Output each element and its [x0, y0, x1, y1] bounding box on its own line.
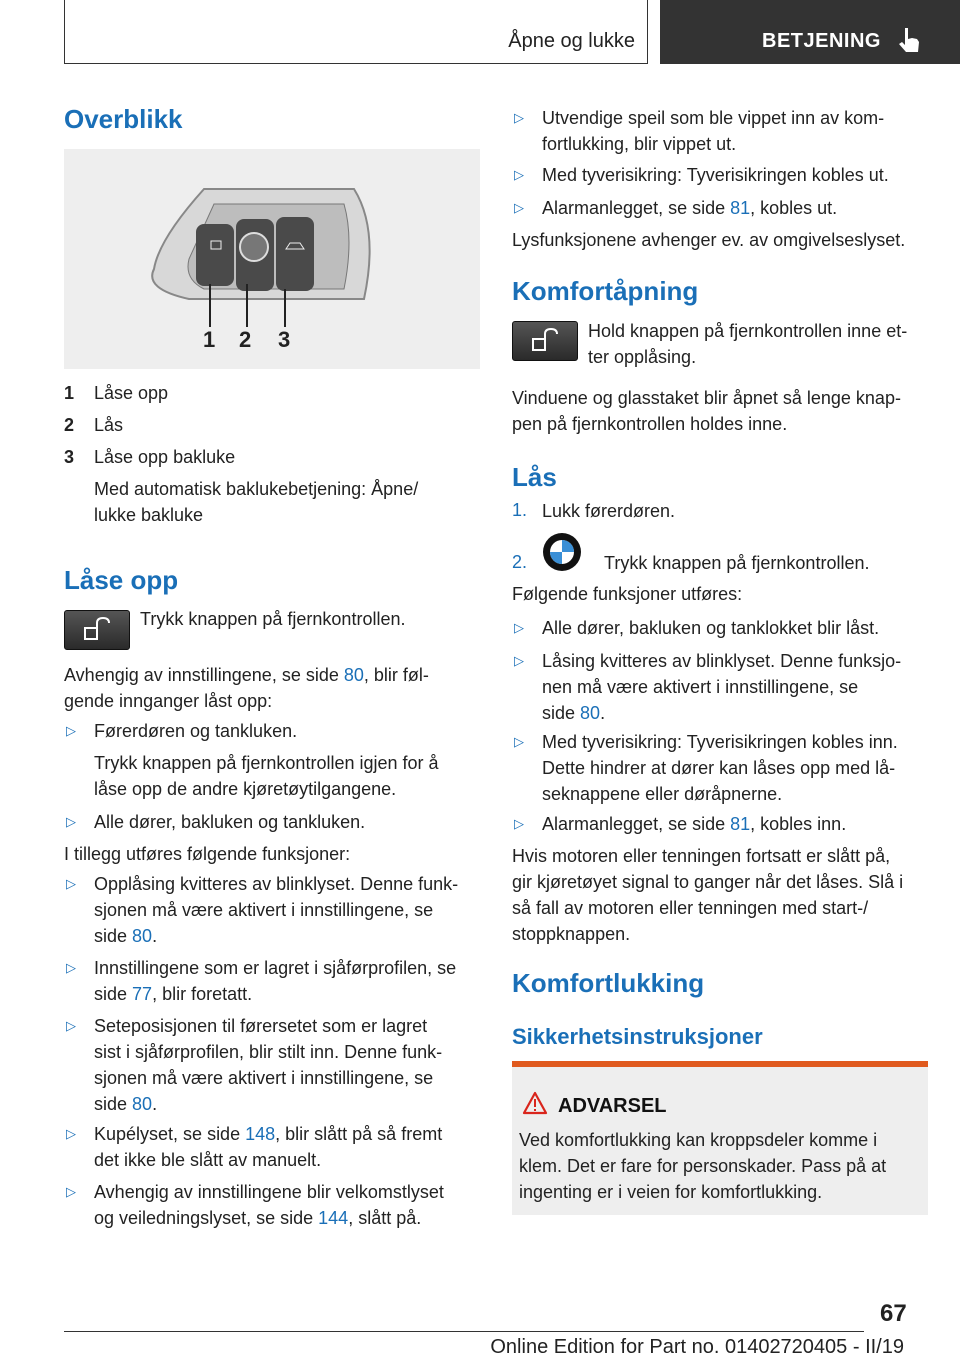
- bullet-text: Låsing kvitteres av blinklyset. Denne funksjo-: [542, 651, 902, 671]
- paragraph-line: Vinduene og glasstaket blir åpnet så lenge knap-: [512, 388, 901, 408]
- remote-key-figure: [64, 149, 480, 369]
- bullet-triangle-icon: ▷: [66, 960, 76, 975]
- page-link[interactable]: 81: [730, 198, 751, 218]
- step-number: 2.: [512, 552, 528, 572]
- figure-label-1: 1: [203, 327, 216, 352]
- lock-heading: Lås: [512, 462, 557, 492]
- bullet-triangle-icon: ▷: [514, 734, 524, 749]
- text-run: .: [152, 1094, 158, 1114]
- bullet-text: [542, 700, 605, 726]
- paragraph-line: Hold knappen på fjernkontrollen inne et-: [588, 321, 908, 341]
- bullet-text: sjonen må være aktivert i innstillingene, se: [94, 1068, 434, 1088]
- page-link[interactable]: 80: [132, 1094, 153, 1114]
- bullet-text: sist i sjåførprofilen, blir stilt inn. Denne funk-: [94, 1042, 443, 1062]
- safety-subheading: Sikkerhetsinstruksjoner: [512, 1024, 763, 1049]
- legend-number: 1: [64, 383, 75, 403]
- text-run: .: [600, 703, 606, 723]
- bullet-text: [94, 923, 157, 949]
- bullet-text: [94, 1205, 421, 1231]
- bullet-text: Førerdøren og tankluken.: [94, 721, 298, 741]
- unlock-heading: Låse opp: [64, 565, 179, 595]
- text-run: Kupélyset, se side: [94, 1124, 246, 1144]
- comfort-close-heading: Komfortlukking: [512, 968, 705, 998]
- legend-note: Med automatisk baklukebetjening: Åpne/: [94, 479, 419, 499]
- paragraph-line: Følgende funksjoner utføres:: [512, 584, 743, 604]
- bullet-text: [94, 981, 252, 1007]
- warning-text: klem. Det er fare for personskader. Pass på at: [519, 1156, 887, 1176]
- bullet-triangle-icon: ▷: [514, 167, 524, 182]
- bullet-triangle-icon: ▷: [514, 816, 524, 831]
- header-chapter-title: BETJENING: [762, 30, 881, 52]
- bullet-text: nen må være aktivert i innstillingene, se: [542, 677, 859, 697]
- bullet-triangle-icon: ▷: [514, 200, 524, 215]
- text-run: side: [542, 703, 581, 723]
- bullet-triangle-icon: ▷: [514, 653, 524, 668]
- text-run: side: [94, 926, 133, 946]
- text-run: side: [94, 1094, 133, 1114]
- bullet-text: Med tyverisikring: Tyverisikringen kobles ut.: [542, 165, 889, 185]
- footer-divider: [64, 1331, 864, 1332]
- bullet-text: det ikke ble slått av manuelt.: [94, 1150, 322, 1170]
- step-text: Lukk førerdøren.: [542, 501, 676, 521]
- warning-text: Ved komfortlukking kan kroppsdeler komme i: [519, 1130, 878, 1150]
- paragraph-line: Lysfunksjonene avhenger ev. av omgivelseslyset.: [512, 230, 906, 250]
- legend-number: 2: [64, 415, 75, 435]
- bmw-logo-icon: [542, 532, 582, 572]
- legend-text: Låse opp: [94, 383, 169, 403]
- bullet-triangle-icon: ▷: [514, 110, 524, 125]
- paragraph-line: stoppknappen.: [512, 924, 631, 944]
- warning-text: ingenting er i veien for komfortlukking.: [519, 1182, 823, 1202]
- unlock-button-icon: [64, 610, 130, 650]
- header-chapter-box: [660, 0, 960, 64]
- bullet-triangle-icon: ▷: [66, 723, 76, 738]
- bullet-text: [542, 811, 846, 837]
- text-run: , slått på.: [348, 1208, 422, 1228]
- text-run: Alarmanlegget, se side: [542, 814, 731, 834]
- bullet-text: fortlukking, blir vippet ut.: [542, 134, 737, 154]
- unlock-instruction: Trykk knappen på fjernkontrollen.: [140, 609, 406, 629]
- bullet-triangle-icon: ▷: [514, 620, 524, 635]
- hand-pointer-icon: [896, 26, 922, 56]
- bullet-triangle-icon: ▷: [66, 1184, 76, 1199]
- bullet-text: Med tyverisikring: Tyverisikringen kobles inn.: [542, 732, 898, 752]
- paragraph-line: gir kjøretøyet signal to ganger når det låses. Slå i: [512, 872, 904, 892]
- legend-number: 3: [64, 447, 75, 467]
- overview-heading: Overblikk: [64, 104, 183, 134]
- paragraph-line: gende innganger låst opp:: [64, 691, 273, 711]
- bullet-text: Alle dører, bakluken og tankluken.: [94, 812, 366, 832]
- paragraph-line: Hvis motoren eller tenningen fortsatt er slått på,: [512, 846, 891, 866]
- page-link[interactable]: 80: [343, 665, 364, 685]
- step-number: 1.: [512, 500, 528, 520]
- text-run: , kobles ut.: [750, 198, 838, 218]
- warning-title: ADVARSEL: [558, 1095, 667, 1117]
- legend-note: lukke bakluke: [94, 505, 204, 525]
- page-link[interactable]: 148: [245, 1124, 276, 1144]
- bullet-subtext: Trykk knappen på fjernkontrollen igjen for å: [94, 753, 439, 773]
- text-run: og veiledningslyset, se side: [94, 1208, 319, 1228]
- unlock-button-icon: [512, 321, 578, 361]
- bullet-text: [94, 1091, 157, 1117]
- bullet-text: Innstillingene som er lagret i sjåførprofilen, se: [94, 958, 457, 978]
- bullet-triangle-icon: ▷: [66, 1126, 76, 1141]
- text-run: Alarmanlegget, se side: [542, 198, 731, 218]
- bullet-text: sjonen må være aktivert i innstillingene, se: [94, 900, 434, 920]
- figure-label-3: 3: [278, 327, 291, 352]
- paragraph-line: pen på fjernkontrollen holdes inne.: [512, 414, 788, 434]
- text-run: , blir foretatt.: [152, 984, 253, 1004]
- bullet-text: Seteposisjonen til førersetet som er lagret: [94, 1016, 428, 1036]
- page-number: 67: [880, 1300, 907, 1327]
- text-run: , kobles inn.: [750, 814, 847, 834]
- paragraph-line: I tillegg utføres følgende funksjoner:: [64, 844, 351, 864]
- figure-label-2: 2: [239, 327, 252, 352]
- bullet-text: Opplåsing kvitteres av blinklyset. Denne funk-: [94, 874, 459, 894]
- paragraph-line: ter opplåsing.: [588, 347, 697, 367]
- text-run: Avhengig av innstillingene, se side: [64, 665, 344, 685]
- bullet-text: seknappene eller døråpnerne.: [542, 784, 783, 804]
- page-link[interactable]: 77: [132, 984, 153, 1004]
- bullet-triangle-icon: ▷: [66, 876, 76, 891]
- bullet-triangle-icon: ▷: [66, 1018, 76, 1033]
- text-run: , blir føl-: [363, 665, 429, 685]
- warning-triangle-icon: [522, 1091, 548, 1115]
- paragraph-line: så fall av motoren eller tenningen med start-/: [512, 898, 869, 918]
- bullet-subtext: låse opp de andre kjøretøytilgangene.: [94, 779, 397, 799]
- bullet-text: [542, 195, 837, 221]
- page-link[interactable]: 80: [132, 926, 153, 946]
- warning-box: [512, 1061, 928, 1215]
- header-section-title: Åpne og lukke: [508, 30, 635, 52]
- bullet-text: Utvendige speil som ble vippet inn av kom-: [542, 108, 885, 128]
- page-link[interactable]: 144: [318, 1208, 349, 1228]
- page-link[interactable]: 80: [580, 703, 601, 723]
- paragraph-line: [64, 662, 429, 688]
- bullet-text: Avhengig av innstillingene blir velkomstlyset: [94, 1182, 444, 1202]
- page-link[interactable]: 81: [730, 814, 751, 834]
- bullet-triangle-icon: ▷: [66, 814, 76, 829]
- legend-text: Låse opp bakluke: [94, 447, 236, 467]
- bullet-text: [94, 1121, 442, 1147]
- text-run: , blir slått på så fremt: [275, 1124, 443, 1144]
- legend-text: Lås: [94, 415, 124, 435]
- bullet-text: Alle dører, bakluken og tanklokket blir låst.: [542, 618, 880, 638]
- footer-edition: Online Edition for Part no. 01402720405 - II/19: [490, 1336, 904, 1358]
- text-run: side: [94, 984, 133, 1004]
- step-text: Trykk knappen på fjernkontrollen.: [604, 553, 870, 573]
- remote-key-illustration: [64, 149, 480, 369]
- header-section-box: [64, 0, 648, 64]
- text-run: .: [152, 926, 158, 946]
- bullet-text: Dette hindrer at dører kan låses opp med lå-: [542, 758, 896, 778]
- comfort-open-heading: Komfortåpning: [512, 276, 699, 306]
